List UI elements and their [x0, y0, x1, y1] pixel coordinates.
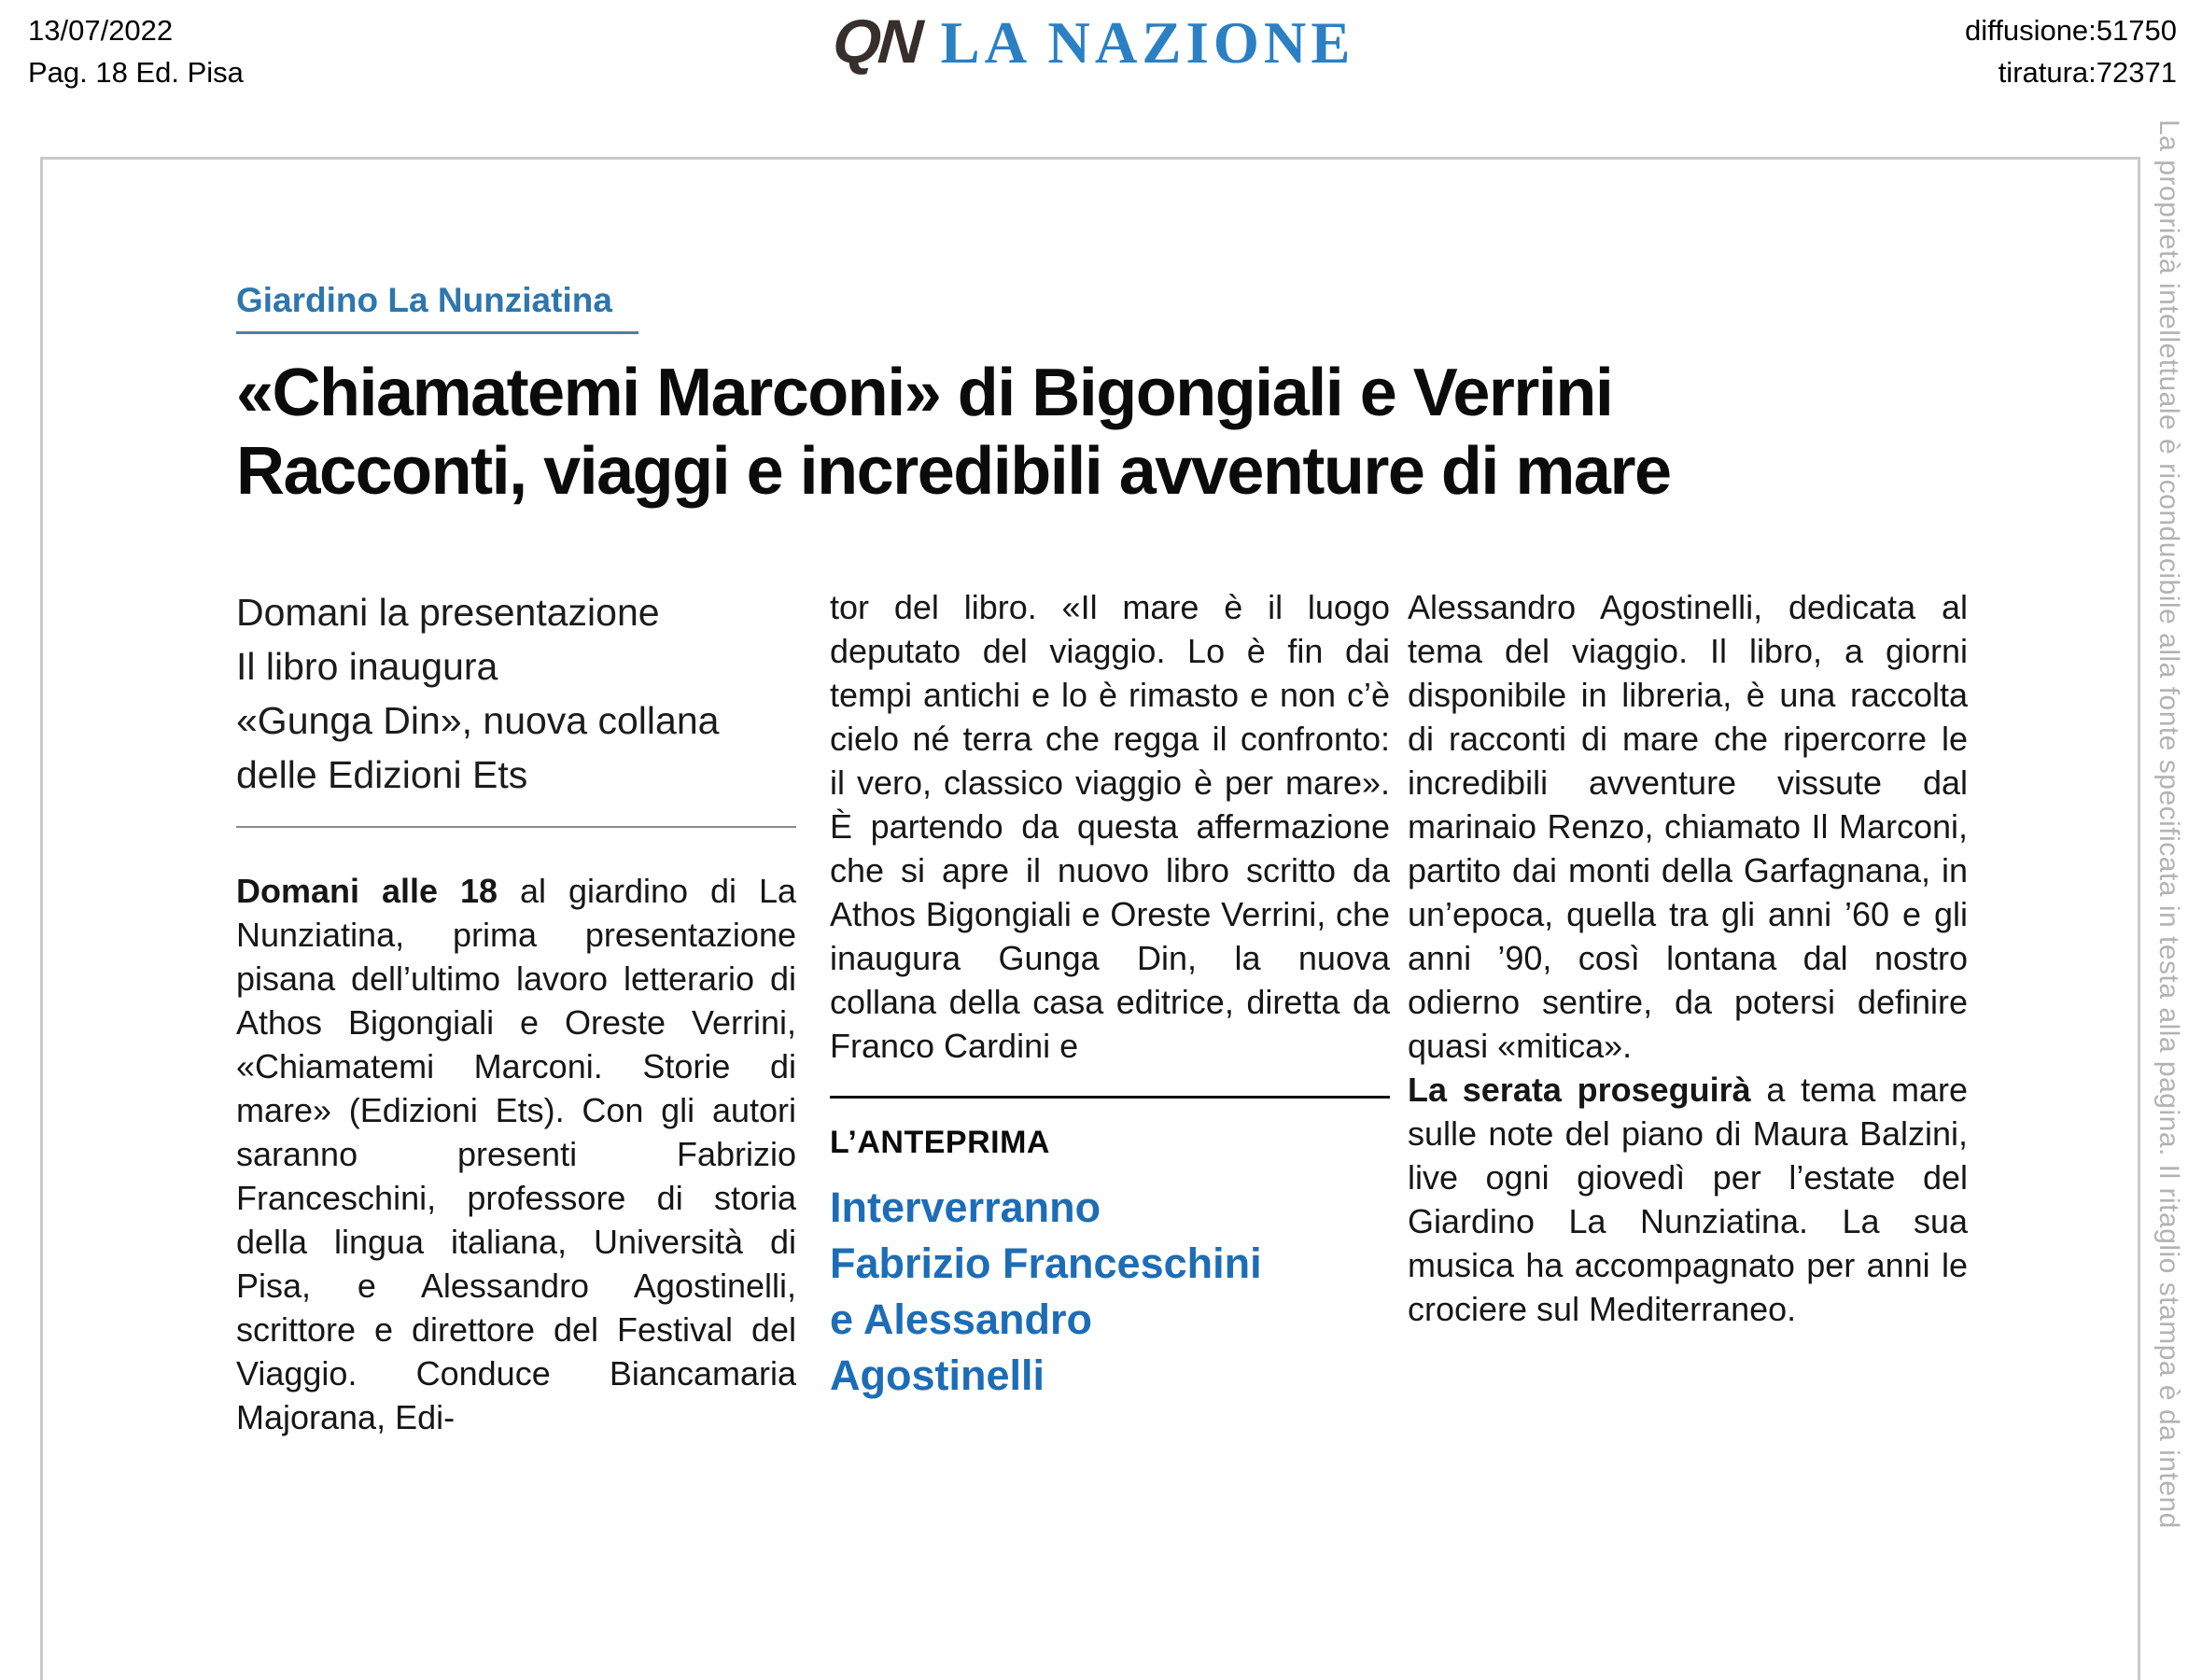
article-headline: [236, 354, 2084, 511]
column3-lead-bold: La serata proseguirà: [1408, 1071, 1751, 1109]
column3-paragraph-2: [1408, 1068, 1968, 1331]
article-standfirst: [236, 585, 796, 802]
article-column-1: [236, 585, 796, 1439]
anteprima-name-line: Interverranno: [830, 1183, 1101, 1231]
standfirst-line: Il libro inaugura: [236, 645, 498, 688]
standfirst-divider: [236, 826, 796, 828]
article-box: [40, 157, 2140, 1680]
standfirst-line: delle Edizioni Ets: [236, 753, 528, 796]
article-column-2: [830, 585, 1390, 1404]
column3-text-1: Alessandro Agostinelli, dedicata al tema del viaggio. Il libro, a giorni disponibile in libreria, è una raccolta di racconti di mare che ripercorre le incredibili avventure vissute dal marinaio Renzo, chiamato Il Marconi, partito dai monti della Garfagnana, in un’epoca, quella tra gli anni ’60 e gli anni ’90, così lontana dal nostro odierno sentire, da potersi definire quasi «mitica».: [1408, 588, 1968, 1065]
column2-paragraph: [830, 585, 1390, 1068]
column1-lead-bold: Domani alle 18: [236, 872, 498, 910]
anteprima-names: [830, 1180, 1390, 1404]
clipping-header-right: [1965, 9, 2177, 93]
headline-line-1: «Chiamatemi Marconi» di Bigongiali e Verrini: [236, 356, 1613, 430]
headline-line-2: Racconti, viaggi e incredibili avventure di mare: [236, 434, 1671, 509]
anteprima-label: L’ANTEPRIMA: [830, 1125, 1050, 1160]
column3-paragraph-1: [1408, 585, 1968, 1068]
qn-logo: QN: [830, 7, 923, 76]
diffusione-value: diffusione:51750: [1965, 14, 2177, 47]
column1-paragraph: [236, 869, 796, 1439]
column2-text: tor del libro. «Il mare è il luogo deputato del viaggio. Lo è fin dai tempi antichi e lo è rimasto e non c’è cielo né terra che regga il confronto: il vero, classico viaggio è per mare». È partendo da questa affermazione che si apre il nuovo libro scritto da Athos Bigongiali e Oreste Verrini, che inaugura Gunga Din, la nuova collana della casa editrice, diretta da Franco Cardini e: [830, 588, 1390, 1065]
article-kicker: Giardino La Nunziatina: [236, 281, 638, 334]
standfirst-line: Domani la presentazione: [236, 591, 660, 634]
standfirst-line: «Gunga Din», nuova collana: [236, 699, 720, 742]
clipping-date: 13/07/2022: [28, 14, 174, 47]
paper-name-logo: LA NAZIONE: [940, 10, 1355, 76]
article-column-3: [1408, 585, 1968, 1331]
clipping-page-edition: Pag. 18 Ed. Pisa: [28, 56, 244, 89]
column1-text: al giardino di La Nunziatina, prima presentazione pisana dell’ultimo lavoro letterario di Athos Bigongiali e Oreste Verrini, «Chiamatemi Marconi. Storie di mare» (Edizioni Ets). Con gli autori saranno presenti Fabrizio Franceschini, professore di storia della lingua italiana, Università di Pisa, e Alessandro Agostinelli, scrittore e direttore del Festival del Viaggio. Conduce Biancamaria Majorana, Edi-: [236, 872, 796, 1436]
vertical-copyright-disclaimer: La proprietà intellettuale è riconducibile alla fonte specificata in testa alla pagina. Il ritaglio stampa è da intend: [2153, 119, 2184, 1529]
tiratura-value: tiratura:72371: [1998, 56, 2177, 89]
clipping-header-left: [28, 9, 244, 93]
anteprima-name-line: Fabrizio Franceschini: [830, 1239, 1262, 1287]
anteprima-name-line: Agostinelli: [830, 1351, 1045, 1399]
anteprima-divider: [830, 1096, 1390, 1099]
anteprima-name-line: e Alessandro: [830, 1295, 1092, 1343]
masthead: [830, 6, 1355, 77]
column3-text-2: a tema mare sulle note del piano di Maura Balzini, live ogni giovedì per l’estate del Giardino La Nunziatina. La sua musica ha accompagnato per anni le crociere sul Mediterraneo.: [1408, 1071, 1968, 1328]
